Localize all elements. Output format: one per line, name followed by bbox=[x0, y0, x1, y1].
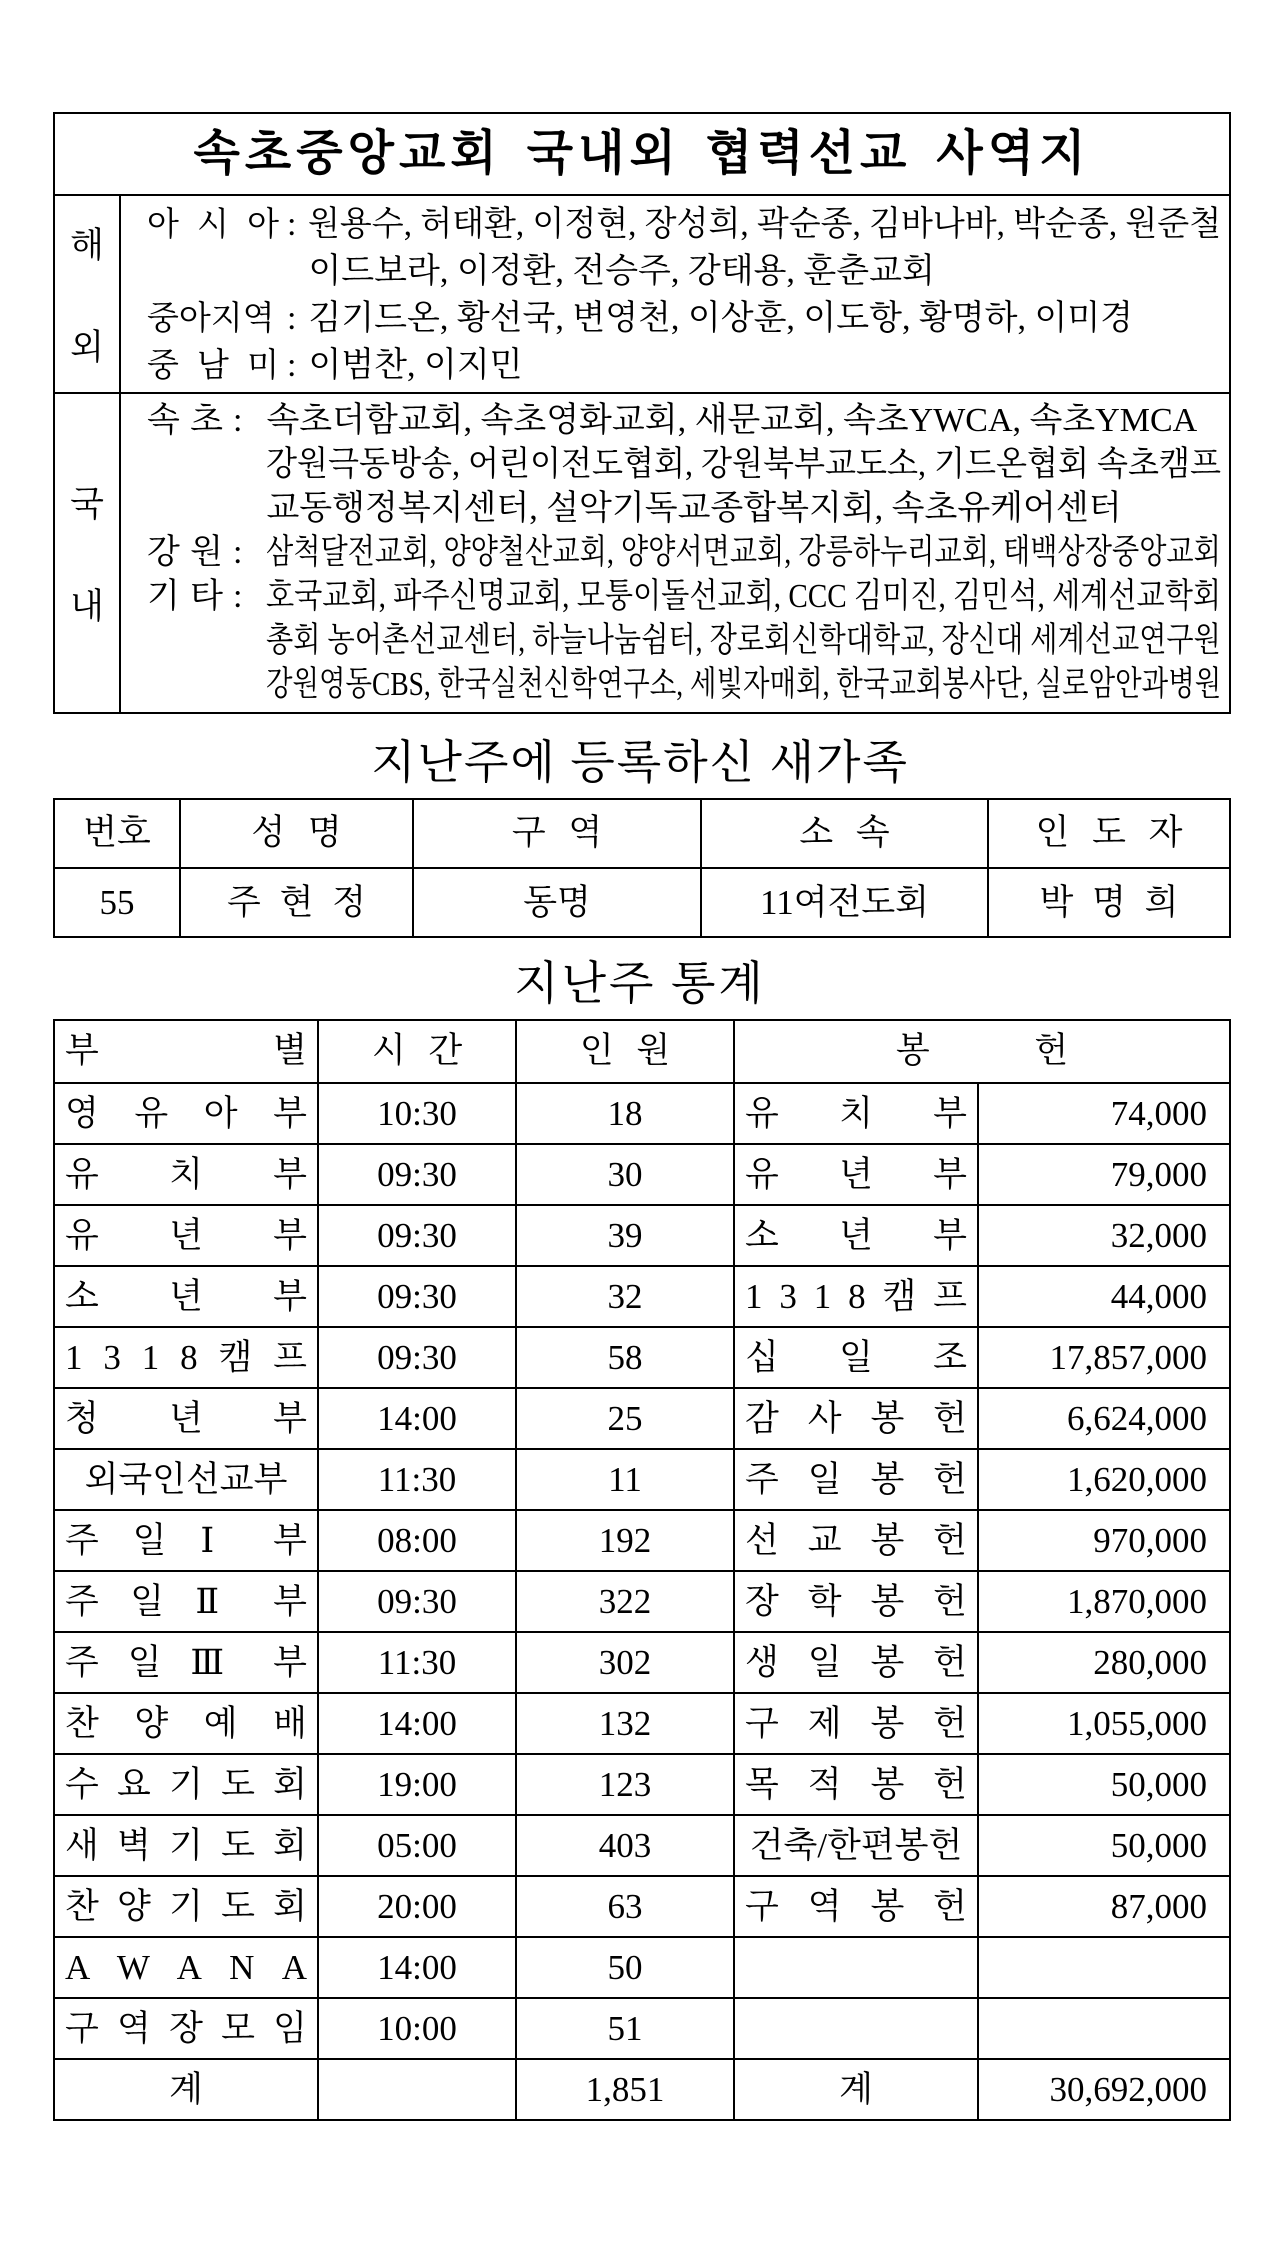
mission-orgs-text: 이범찬, 이지민 bbox=[308, 347, 523, 384]
stats-count-cell: 25 bbox=[515, 1387, 733, 1448]
stats-offering-cell: 1 3 1 8 캠 프 bbox=[733, 1265, 977, 1326]
mission-line bbox=[147, 443, 1221, 487]
stats-count-cell: 1,851 bbox=[515, 2058, 733, 2119]
domestic-label-char: 국 bbox=[70, 485, 104, 524]
mission-orgs-text: 강원극동방송, 어린이전도협회, 강원북부교도소, 기드온협회 속초캠프 bbox=[266, 446, 1222, 483]
stats-time-cell: 11:30 bbox=[317, 1631, 515, 1692]
stats-offering-cell: 목 적 봉 헌 bbox=[733, 1753, 977, 1814]
stats-count-cell: 302 bbox=[515, 1631, 733, 1692]
stats-count-cell: 403 bbox=[515, 1814, 733, 1875]
stats-offering-cell: 십 일 조 bbox=[733, 1326, 977, 1387]
stats-dept-cell: 수 요 기 도 회 bbox=[55, 1753, 317, 1814]
stats-count-cell: 11 bbox=[515, 1448, 733, 1509]
mission-region-label: 강 원 bbox=[147, 534, 223, 571]
stats-dept-cell: 영 유 아 부 bbox=[55, 1082, 317, 1143]
stats-offering-cell: 계 bbox=[733, 2058, 977, 2119]
colon-separator: : bbox=[233, 534, 243, 571]
stats-amount-cell: 74,000 bbox=[977, 1082, 1229, 1143]
stats-header-time: 시 간 bbox=[317, 1021, 515, 1082]
mission-line bbox=[147, 399, 1221, 443]
stats-amount-cell: 17,857,000 bbox=[977, 1326, 1229, 1387]
stats-dept-cell: 주 일 Ⅲ 부 bbox=[55, 1631, 317, 1692]
stats-dept-cell: 찬 양 예 배 bbox=[55, 1692, 317, 1753]
mission-orgs-text: 호국교회, 파주신명교회, 모퉁이돌선교회, CCC 김미진, 김민석, 세계선교학회 bbox=[266, 578, 1222, 615]
stats-amount-cell: 1,620,000 bbox=[977, 1448, 1229, 1509]
stats-amount-cell: 970,000 bbox=[977, 1509, 1229, 1570]
mission-line bbox=[147, 619, 1221, 663]
stats-count-cell: 30 bbox=[515, 1143, 733, 1204]
stats-offering-cell bbox=[733, 1936, 977, 1997]
stats-table bbox=[53, 1019, 1231, 2121]
stats-dept-cell: 주 일 Ⅰ 부 bbox=[55, 1509, 317, 1570]
stats-time-cell: 09:30 bbox=[317, 1143, 515, 1204]
stats-header-count: 인 원 bbox=[515, 1021, 733, 1082]
mission-region-label: 중 남 미 bbox=[147, 348, 279, 384]
mission-orgs-text: 원용수, 허태환, 이정현, 장성희, 곽순종, 김바나바, 박순종, 원준철 bbox=[308, 206, 1222, 243]
stats-time-cell: 11:30 bbox=[317, 1448, 515, 1509]
stats-offering-cell: 구 역 봉 헌 bbox=[733, 1875, 977, 1936]
domestic-label-char: 내 bbox=[70, 587, 104, 626]
newcomers-table bbox=[53, 798, 1231, 938]
stats-count-cell: 58 bbox=[515, 1326, 733, 1387]
mission-line bbox=[147, 342, 1221, 389]
stats-count-cell: 51 bbox=[515, 1997, 733, 2058]
mission-line bbox=[147, 295, 1221, 342]
stats-offering-cell: 건축/한편봉헌 bbox=[733, 1814, 977, 1875]
stats-time-cell: 20:00 bbox=[317, 1875, 515, 1936]
stats-time-cell: 09:30 bbox=[317, 1570, 515, 1631]
stats-dept-cell: 유 치 부 bbox=[55, 1143, 317, 1204]
overseas-label-char: 해 bbox=[70, 226, 104, 265]
newcomers-section-title: 지난주에 등록하신 새가족 bbox=[371, 737, 909, 788]
stats-amount-cell: 1,870,000 bbox=[977, 1570, 1229, 1631]
stats-amount-cell: 44,000 bbox=[977, 1265, 1229, 1326]
stats-amount-cell: 6,624,000 bbox=[977, 1387, 1229, 1448]
mission-line bbox=[147, 248, 1221, 295]
domestic-row-label bbox=[55, 394, 121, 712]
mission-region-label: 아 시 아 bbox=[147, 207, 279, 243]
stats-count-cell: 39 bbox=[515, 1204, 733, 1265]
stats-time-cell: 05:00 bbox=[317, 1814, 515, 1875]
newcomers-header-group: 소 속 bbox=[700, 800, 987, 867]
stats-amount-cell: 87,000 bbox=[977, 1875, 1229, 1936]
stats-count-cell: 132 bbox=[515, 1692, 733, 1753]
stats-offering-cell: 소 년 부 bbox=[733, 1204, 977, 1265]
stats-time-cell: 09:30 bbox=[317, 1204, 515, 1265]
stats-amount-cell: 32,000 bbox=[977, 1204, 1229, 1265]
mission-orgs-text: 이드보라, 이정환, 전승주, 강태용, 훈춘교회 bbox=[308, 253, 935, 290]
stats-offering-cell: 유 치 부 bbox=[733, 1082, 977, 1143]
newcomer-name-cell: 주 현 정 bbox=[179, 867, 412, 936]
stats-offering-cell: 장 학 봉 헌 bbox=[733, 1570, 977, 1631]
stats-dept-cell: 찬 양 기 도 회 bbox=[55, 1875, 317, 1936]
domestic-missions-content bbox=[121, 394, 1229, 712]
stats-section-title: 지난주 통계 bbox=[514, 958, 766, 1009]
stats-time-cell: 19:00 bbox=[317, 1753, 515, 1814]
mission-line bbox=[147, 663, 1221, 707]
stats-header-offering: 봉 헌 bbox=[733, 1021, 1229, 1082]
overseas-row-label bbox=[55, 196, 121, 394]
newcomers-header-guide: 인 도 자 bbox=[987, 800, 1229, 867]
stats-dept-cell: 유 년 부 bbox=[55, 1204, 317, 1265]
mission-orgs-text: 속초더함교회, 속초영화교회, 새문교회, 속초YWCA, 속초YMCA bbox=[266, 402, 1198, 439]
stats-count-cell: 32 bbox=[515, 1265, 733, 1326]
mission-region-label: 속 초 bbox=[147, 402, 223, 439]
newcomers-header-district: 구 역 bbox=[412, 800, 700, 867]
stats-amount-cell: 79,000 bbox=[977, 1143, 1229, 1204]
stats-amount-cell: 30,692,000 bbox=[977, 2058, 1229, 2119]
stats-time-cell: 10:00 bbox=[317, 1997, 515, 2058]
stats-count-cell: 322 bbox=[515, 1570, 733, 1631]
mission-orgs-text: 삼척달전교회, 양양철산교회, 양양서면교회, 강릉하누리교회, 태백상장중앙교회 bbox=[266, 534, 1222, 571]
newcomers-header-name: 성 명 bbox=[179, 800, 412, 867]
stats-dept-cell: 구 역 장 모 임 bbox=[55, 1997, 317, 2058]
stats-offering-cell: 유 년 부 bbox=[733, 1143, 977, 1204]
newcomer-district-cell: 동명 bbox=[412, 867, 700, 936]
mission-orgs-text: 교동행정복지센터, 설악기독교종합복지회, 속초유케어센터 bbox=[266, 490, 1122, 527]
stats-time-cell: 14:00 bbox=[317, 1387, 515, 1448]
stats-count-cell: 18 bbox=[515, 1082, 733, 1143]
mission-orgs-text: 김기드온, 황선국, 변영천, 이상훈, 이도항, 황명하, 이미경 bbox=[308, 300, 1134, 337]
stats-count-cell: 123 bbox=[515, 1753, 733, 1814]
mission-orgs-text: 강원영동CBS, 한국실천신학연구소, 세빛자매회, 한국교회봉사단, 실로암안과병원 bbox=[266, 666, 1222, 703]
stats-dept-cell: 새 벽 기 도 회 bbox=[55, 1814, 317, 1875]
overseas-label-char: 외 bbox=[70, 328, 104, 367]
stats-time-cell: 09:30 bbox=[317, 1326, 515, 1387]
stats-amount-cell bbox=[977, 1936, 1229, 1997]
stats-time-cell: 10:30 bbox=[317, 1082, 515, 1143]
stats-amount-cell bbox=[977, 1997, 1229, 2058]
stats-amount-cell: 50,000 bbox=[977, 1753, 1229, 1814]
newcomers-header-number: 번호 bbox=[83, 813, 151, 852]
mission-orgs-text: 총회 농어촌선교센터, 하늘나눔쉼터, 장로회신학대학교, 장신대 세계선교연구원 bbox=[266, 622, 1222, 659]
stats-time-cell: 14:00 bbox=[317, 1692, 515, 1753]
stats-offering-cell: 구 제 봉 헌 bbox=[733, 1692, 977, 1753]
colon-separator: : bbox=[233, 578, 243, 615]
stats-offering-cell: 주 일 봉 헌 bbox=[733, 1448, 977, 1509]
missions-table-title: 속초중앙교회 국내외 협력선교 사역지 bbox=[55, 114, 1229, 196]
stats-count-cell: 192 bbox=[515, 1509, 733, 1570]
stats-count-cell: 50 bbox=[515, 1936, 733, 1997]
stats-dept-cell: 주 일 Ⅱ 부 bbox=[55, 1570, 317, 1631]
colon-separator: : bbox=[233, 402, 243, 439]
stats-offering-cell bbox=[733, 1997, 977, 2058]
stats-dept-cell: 1 3 1 8 캠 프 bbox=[55, 1326, 317, 1387]
overseas-missions-content bbox=[121, 196, 1229, 394]
colon-separator: : bbox=[287, 300, 297, 337]
stats-dept-cell: 청 년 부 bbox=[55, 1387, 317, 1448]
colon-separator: : bbox=[287, 206, 297, 243]
missions-table bbox=[53, 112, 1231, 714]
stats-amount-cell: 50,000 bbox=[977, 1814, 1229, 1875]
colon-separator: : bbox=[287, 347, 297, 384]
stats-offering-cell: 감 사 봉 헌 bbox=[733, 1387, 977, 1448]
stats-amount-cell: 280,000 bbox=[977, 1631, 1229, 1692]
newcomer-group-cell: 11여전도회 bbox=[700, 867, 987, 936]
stats-header-dept: 부 별 bbox=[65, 1031, 307, 1070]
stats-time-cell: 09:30 bbox=[317, 1265, 515, 1326]
newcomer-number-cell: 55 bbox=[55, 867, 179, 936]
stats-time-cell: 08:00 bbox=[317, 1509, 515, 1570]
stats-count-cell: 63 bbox=[515, 1875, 733, 1936]
mission-line bbox=[147, 575, 1221, 619]
stats-offering-cell: 선 교 봉 헌 bbox=[733, 1509, 977, 1570]
mission-region-label: 중아지역 bbox=[147, 301, 275, 337]
newcomer-guide-cell: 박 명 희 bbox=[987, 867, 1229, 936]
mission-line bbox=[147, 487, 1221, 531]
mission-region-label: 기 타 bbox=[147, 578, 223, 615]
mission-line bbox=[147, 531, 1221, 575]
mission-line bbox=[147, 201, 1221, 248]
stats-offering-cell: 생 일 봉 헌 bbox=[733, 1631, 977, 1692]
stats-dept-cell: A W A N A bbox=[55, 1936, 317, 1997]
stats-time-cell bbox=[317, 2058, 515, 2119]
stats-dept-cell: 소 년 부 bbox=[55, 1265, 317, 1326]
stats-dept-cell: 외국인선교부 bbox=[55, 1448, 317, 1509]
stats-dept-cell: 계 bbox=[55, 2058, 317, 2119]
stats-time-cell: 14:00 bbox=[317, 1936, 515, 1997]
stats-amount-cell: 1,055,000 bbox=[977, 1692, 1229, 1753]
